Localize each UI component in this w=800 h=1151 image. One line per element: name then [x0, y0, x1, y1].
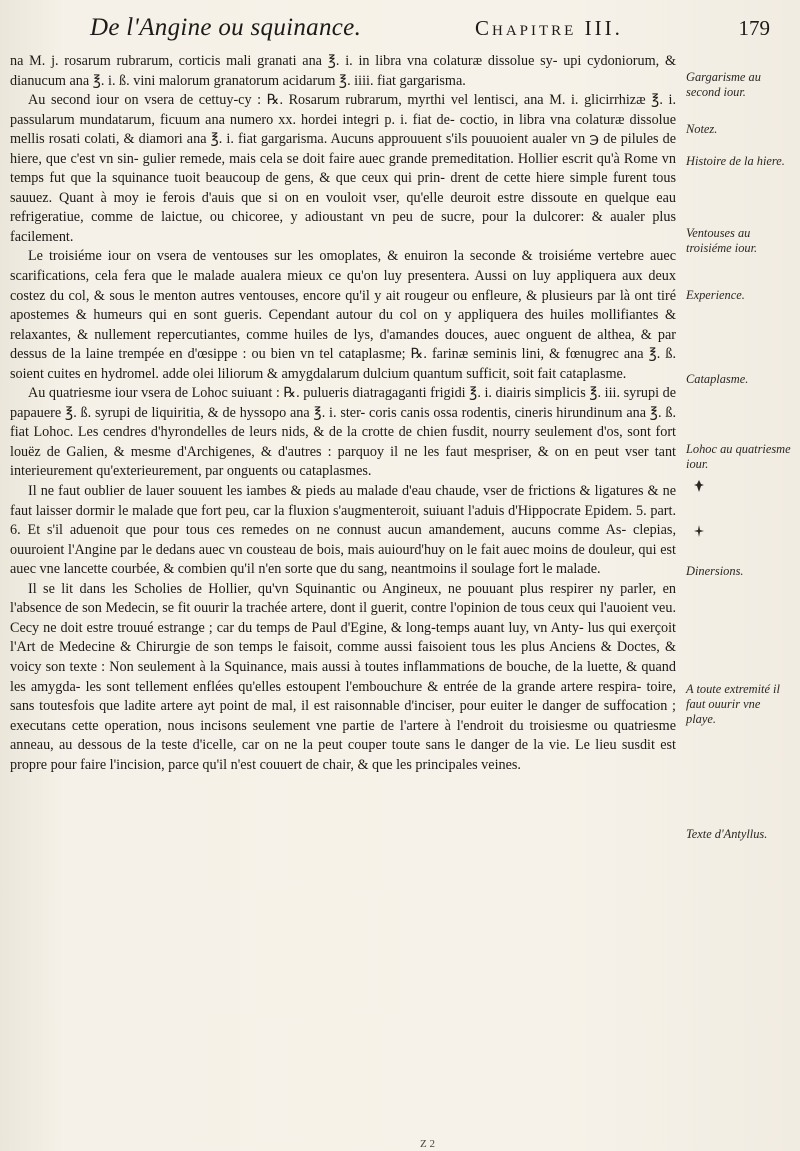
chapter-title: Chapitre III.: [475, 16, 623, 40]
paragraph-4: Au quatriesme iour vsera de Lohoc suiuant : ℞. pulueris diatragaganti frigidi ℥. i. diairis simplicis ℥. iii. syrupi de papauere ℥. ß. syrupi de liquiritia, & de hyssopo ana ℥. i. ster- coris canis ossa rodentis, cineris hirundinum ana ℥. ß. fiat Lohoc. Les cendres d'hyrondelles de leurs nids, & de la crotte de chien fusdit, nourry seulement d'os, sont fort louëz de Galien, & mesme d'Archigenes, & d'autres : parquoy il ne les faut mespriser, & on en peut vser tant interieurement qu'exterieurement, par onguents ou cataplasmes.: [10, 385, 676, 480]
asterisk-icon: [694, 525, 704, 537]
margin-note-experience: Experience.: [686, 288, 745, 302]
main-text: [10, 52, 676, 1132]
page-number: 179: [738, 16, 770, 40]
running-title: De l'Angine ou squinance.: [90, 14, 362, 41]
margin-note-hiere: Histoire de la hiere.: [686, 154, 785, 168]
paragraph-3: Le troisiéme iour on vsera de ventouses sur les omoplates, & enuiron la seconde & troisiéme vertebre auec scarifications, cela fera que le malade aualera mieux ce qu'on luy presentera. Aussi on luy appliquera aux deux costez du col, & sous le menton autres ventouses, encore qu'il y ait rougeur ou enfleure, & plusieurs par là ont tiré apostemes & humeurs qui en sont gueris. Cependant autour du col on y appliquera des huiles mollifiantes & relaxantes, & nullement repercutiantes, comme huiles de lys, d'amandes douces, auec onguent de althea, & par dessus de la laine trempée en d'œsippe : ou bien vn tel cataplasme; ℞. farinæ seminis lini, & fœnugrec ana ℥. ß. soient cuites en hydromel. adde olei liliorum & amygdalarum dulcium quantum sufficit, soit fait cataplasme.: [10, 248, 676, 382]
margin-note-lohoc: Lohoc au quatriesme iour.: [686, 442, 791, 471]
signature-mark: Z 2: [420, 1138, 435, 1150]
paragraph-2: Au second iour on vsera de cettuy-cy : ℞. Rosarum rubrarum, myrthi vel lentisci, ana M. i. glicirrhizæ ℥. i. passularum mundatarum, ficuum ana numero xx. hordei integri p. i. fiat de- coctio, in libra vna colaturæ dissolue mellis rosati colati, & diamori ana ℥. i. fiat gargarisma. Aucuns approuuent s'ils pouuoient aualer vn ℈ de pilules de hiere, que c'est vn sin- gulier remede, mais cela se doit faire auec grande premeditation. Hollier escrit qu'à Rome vn temps fut que la squinance tuoit beaucoup de gens, & que ceux qui prin- drent de cette hiere simple furent tous sauuez. Quant à moy ie ferois d'auis que si on en vouloit vser, qu'elle deuroit estre dissoute en quelque eau refrigeratiue, comme de laictue, ou chicoree, y adioustant vn peu de sucre, pour la dulcorer: & aualer plus facilement.: [10, 92, 676, 245]
margin-note-antyllus: Texte d'Antyllus.: [686, 827, 768, 841]
paragraph-1: na M. j. rosarum rubrarum, corticis mali granati ana ℥. i. in libra vna colaturæ dissolue sy- upi cydoniorum, & dianucum ana ℥. i. ß. vini malorum granatorum acidarum ℥. iiii. fiat gargarisma.: [10, 53, 676, 89]
paragraph-6: Il se lit dans les Scholies de Hollier, qu'vn Squinantic ou Angineux, ne pouuant plus respirer ny parler, en l'absence de son Medecin, se fit ouurir la trachée artere, dont il guerit, contre l'opinion de tous ceux qui l'auoient veu. Cecy ne doit estre trouué estrange ; car du temps de Paul d'Egine, & long-temps auant luy, vn Anty- lus qui exerçoit l'Art de Medecine & Chirurgie de son temps le faisoit, comme aussi faisoient tous les plus Anciens & Doctes, & voicy son texte : Non seulement à la Squinance, mais aussi à toutes inflammations de bouche, de la luette, & quand les amygda- les sont tellement enflées qu'elles estoupent l'embouchure & entrée de la grande artere respira- toire, sans toutesfois que ladite artere ayt point de mal, il est raisonnable d'inciser, pour euiter le danger de suffocation ; executans cette operation, nous incisons seulement vne partie de l'artere à l'endroit du troisiesme ou quatriesme anneau, au dessous de la teste d'icelle, car on ne la peut couper toute sans le danger de la vie. Le lieu susdit est propre pour faire l'incision, parce qu'il n'est couuert de chair, & que les principales veines.: [10, 580, 676, 773]
margin-note-diversions: Dinersions.: [686, 564, 744, 578]
margin-note-cataplasme: Cataplasme.: [686, 372, 749, 386]
page-header: [90, 10, 770, 46]
fleuron-icon: [694, 480, 704, 492]
paragraph-5: Il ne faut oublier de lauer souuent les iambes & pieds au malade d'eau chaude, vser de frictions & ligatures & ne faut laisser dormir le malade que fort peu, car la fluxion s'augmenteroit, suiuant l'aduis d'Hippocrate Epidem. 5. part. 6. Et s'il aduenoit que pour tous ces remedes on ne connust aucun amandement, aucuns comme As- clepias, ouuroient l'Angine par le dedans auec vn cousteau de bois, mais auiourd'huy on le fait auec moins de douleur, qui est auec vne lancette courbée, & combien qu'il n'en sorte que du sang, neantmoins il soulage fort le malade.: [10, 483, 676, 578]
margin-note-notez: Notez.: [686, 122, 718, 136]
margin-note-extremite: A toute extremité il faut ouurir vne playe.: [686, 682, 780, 726]
margin-note-gargarisme: Gargarisme au second iour.: [686, 70, 761, 99]
margin-note-ventouses: Ventouses au troisiéme iour.: [686, 226, 758, 255]
margin-notes: [686, 52, 792, 1132]
